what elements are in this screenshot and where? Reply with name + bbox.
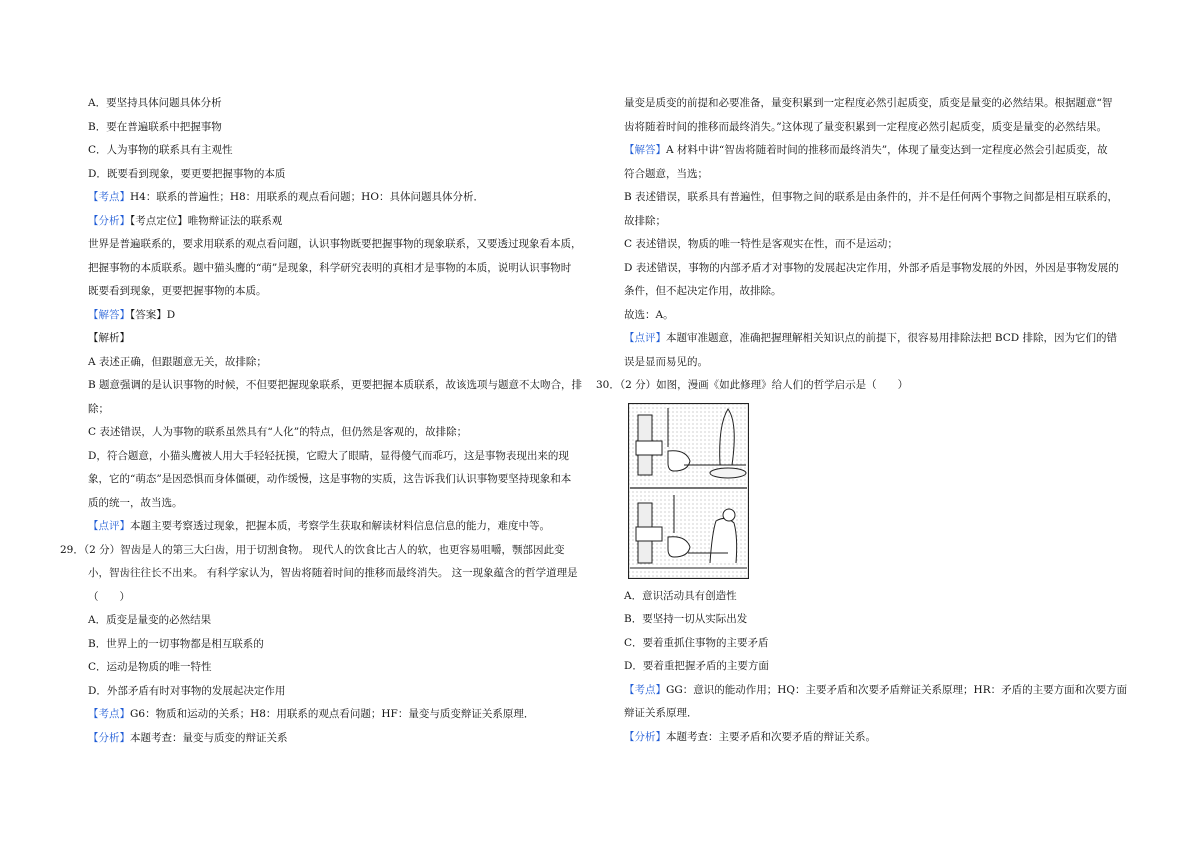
right-column-bottom <box>624 585 1134 750</box>
tagged-line <box>624 679 1134 703</box>
right-column <box>596 92 1134 749</box>
tagged-line <box>88 727 588 751</box>
line-text: D 表述错误，事物的内部矛盾才对事物的发展起决定作用，外部矛盾是事物发展的外因，外因是事物发展的 <box>624 261 1119 274</box>
text-line <box>88 257 588 281</box>
line-text: 小，智齿往往长不出来。 有科学家认为，智齿将随着时间的推移而最终消失。 这一现象蕴含的哲学道理是 <box>88 567 578 579</box>
text-line <box>624 210 1134 234</box>
text-line <box>88 445 588 469</box>
line-text: 象，它的“萌态”是因恐惧而身体僵硬，动作缓慢，这是事物的实质，这告诉我们认识事物要坚持现象和本 <box>88 473 572 485</box>
text-line <box>88 586 588 610</box>
tagged-line <box>624 327 1134 351</box>
section-tag: 【解答】 <box>624 144 666 156</box>
line-text: 【解析】 <box>88 332 130 344</box>
text-line <box>624 351 1134 375</box>
line-text: D．外部矛盾有时对事物的发展起决定作用 <box>88 684 286 697</box>
line-text: 把握事物的本质联系。题中猫头鹰的“萌”是现象，科学研究表明的真相才是事物的本质，说明认识事物时 <box>88 261 572 274</box>
text-line <box>624 280 1134 304</box>
line-text: 故排除； <box>624 214 666 227</box>
section-tag: 【分析】 <box>624 730 666 743</box>
tagged-line <box>88 515 588 539</box>
section-tag: 【考点】 <box>624 683 666 696</box>
line-text: 质的统一，故当选。 <box>88 496 183 509</box>
line-text: 条件，但不起决定作用，故排除。 <box>624 285 782 297</box>
text-line <box>624 92 1134 116</box>
answer-option <box>88 656 588 680</box>
tagged-line <box>88 703 588 727</box>
line-text: A 材料中讲“智齿将随着时间的推移而最终消失”，体现了量变达到一定程度必然会引起质变，故 <box>666 144 1108 156</box>
tagged-line <box>88 304 588 328</box>
line-text: D，符合题意，小猫头鹰被人用大手轻轻抚摸，它瞪大了眼睛，显得傻气而乖巧，这是事物表现出来的现 <box>88 449 569 462</box>
line-text: A 表述正确，但跟题意无关，故排除； <box>88 355 267 368</box>
text-line <box>88 562 588 586</box>
line-text: A．意识活动具有创造性 <box>624 589 737 602</box>
line-text: 量变是质变的前提和必要准备，量变积累到一定程度必然引起质变，质变是量变的必然结果。根据题意“智 <box>624 97 1113 109</box>
answer-option <box>88 633 588 657</box>
line-text: 世界是普遍联系的，要求用联系的观点看问题，认识事物既要把握事物的现象联系，又要透过现象看本质， <box>88 238 582 250</box>
toilet-repair-cartoon <box>628 403 749 579</box>
answer-option <box>88 92 588 116</box>
line-text: 符合题意，当选； <box>624 167 708 180</box>
answer-option <box>88 116 588 140</box>
line-text: 本题考查：量变与质变的辩证关系 <box>130 731 288 744</box>
text-line <box>624 304 1134 328</box>
tagged-line <box>88 186 588 210</box>
tagged-line <box>88 210 588 234</box>
line-text: C．运动是物质的唯一特性 <box>88 661 212 673</box>
line-text: B．要在普遍联系中把握事物 <box>88 120 222 133</box>
section-tag: 【考点】 <box>88 708 130 720</box>
line-text: B 题意强调的是认识事物的时候，不但要把握现象联系，更要把握本质联系，故该选项与题意不太吻合，排 <box>88 379 583 391</box>
line-text: B．世界上的一切事物都是相互联系的 <box>88 637 264 650</box>
line-text: A．质变是量变的必然结果 <box>88 614 212 626</box>
line-text: 除； <box>88 402 109 415</box>
line-text: A．要坚持具体问题具体分析 <box>88 97 222 109</box>
text-line <box>88 492 588 516</box>
line-text: B 表述错误，联系具有普遍性，但事物之间的联系是由条件的，并不是任何两个事物之间都是相互联系的， <box>624 191 1119 203</box>
text-line <box>88 421 588 445</box>
answer-option <box>624 608 1134 632</box>
section-tag: 【点评】 <box>624 332 666 344</box>
line-text: 辩证关系原理． <box>624 707 698 719</box>
tagged-line <box>624 726 1134 750</box>
left-column <box>60 92 588 750</box>
answer-option <box>88 609 588 633</box>
text-line <box>624 163 1134 187</box>
text-line <box>624 116 1134 140</box>
text-line <box>624 257 1134 281</box>
line-text: GG：意识的能动作用；HQ：主要矛盾和次要矛盾辩证关系原理；HR：矛盾的主要方面和次要方面 <box>666 683 1128 696</box>
text-line <box>88 327 588 351</box>
answer-option <box>624 585 1134 609</box>
question-number: 30． <box>596 379 620 391</box>
line-text: 齿将随着时间的推移而最终消失。”这体现了量变积累到一定程度必然引起质变，质变是量变的必然结果。 <box>624 120 1108 133</box>
right-column-top <box>596 92 1134 398</box>
line-text: 本题主要考察透过现象，把握本质，考察学生获取和解读材料信息信息的能力，难度中等。 <box>130 520 550 532</box>
line-text: D．要着重把握矛盾的主要方面 <box>624 660 769 672</box>
line-text: 【答案】D <box>130 308 176 321</box>
line-text: G6：物质和运动的关系；H8：用联系的观点看问题；HF：量变与质变辩证关系原理． <box>130 708 535 720</box>
line-text: C．要着重抓住事物的主要矛盾 <box>624 636 769 649</box>
section-tag: 【解答】 <box>88 308 130 321</box>
section-tag: 【分析】 <box>88 731 130 744</box>
line-text: 既要看到现象，更要把握事物的本质。 <box>88 285 267 297</box>
text-line <box>88 233 588 257</box>
tagged-line <box>624 139 1134 163</box>
line-text: 【考点定位】唯物辩证法的联系观 <box>130 214 283 227</box>
line-text: C 表述错误，物质的唯一特性是客观实在性，而不是运动； <box>624 238 898 250</box>
answer-option <box>624 655 1134 679</box>
line-text: 本题审准题意，准确把握理解相关知识点的前提下，很容易用排除法把 BCD 排除，因为它们的错 <box>666 332 1118 344</box>
text-line <box>624 702 1134 726</box>
answer-option <box>624 632 1134 656</box>
question-line <box>596 374 1134 398</box>
line-text: B．要坚持一切从实际出发 <box>624 613 748 625</box>
text-line <box>624 186 1134 210</box>
section-tag: 【分析】 <box>88 214 130 227</box>
line-text: （2 分）智齿是人的第三大臼齿，用于切割食物。 现代人的饮食比古人的软，也更容易咀嚼，颚部因此变 <box>83 543 565 556</box>
text-line <box>88 374 588 398</box>
text-line <box>88 468 588 492</box>
text-line <box>88 398 588 422</box>
line-text: 故选：A。 <box>624 308 674 321</box>
answer-option <box>88 163 588 187</box>
section-tag: 【点评】 <box>88 520 130 532</box>
line-text: D．既要看到现象，要更要把握事物的本质 <box>88 167 286 180</box>
line-text: C．人为事物的联系具有主观性 <box>88 144 233 156</box>
answer-option <box>88 139 588 163</box>
text-line <box>624 233 1134 257</box>
question-number: 29． <box>60 543 84 556</box>
line-text: 本题考查：主要矛盾和次要矛盾的辩证关系。 <box>666 730 876 743</box>
line-text: （ ） <box>88 590 130 603</box>
line-text: H4：联系的普遍性；H8：用联系的观点看问题；HO：具体问题具体分析． <box>130 191 484 203</box>
answer-option <box>88 680 588 704</box>
text-line <box>88 280 588 304</box>
line-text: 误是显而易见的。 <box>624 355 708 368</box>
line-text: （2 分）如图，漫画《如此修理》给人们的哲学启示是（ ） <box>619 379 909 391</box>
line-text: C 表述错误，人为事物的联系虽然具有“人化”的特点，但仍然是客观的，故排除； <box>88 426 468 438</box>
question-line <box>60 539 588 563</box>
section-tag: 【考点】 <box>88 191 130 203</box>
text-line <box>88 351 588 375</box>
